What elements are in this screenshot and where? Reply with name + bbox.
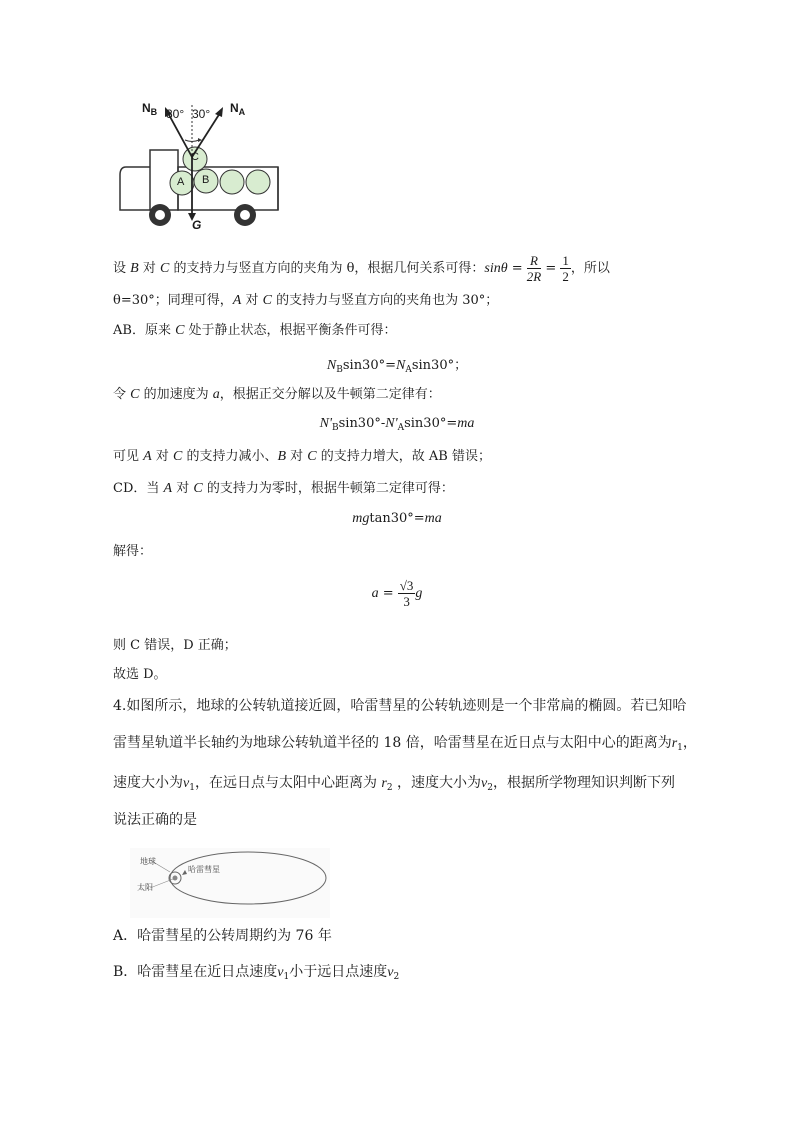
option-a: A．哈雷彗星的公转周期约为 76 年 <box>113 928 332 944</box>
comet-label: 哈雷彗星 <box>188 865 220 874</box>
angle-left-label: 30° <box>166 107 185 121</box>
angle-right-label: 30° <box>192 107 211 121</box>
text-line-1: 设 B 对 C 的支持力与竖直方向的夹角为 θ，根据几何关系可得：sinθ = $\frac{R}{2R}$ = $\frac{1}{2}$ ，所以 <box>113 253 610 284</box>
text-line-9: 故选 D。 <box>113 667 167 682</box>
ball-c-label: C <box>191 151 199 163</box>
orbit-diagram <box>130 848 330 918</box>
text-line-6: CD．当 A 对 C 的支持力为零时，根据牛顿第二定律可得： <box>113 481 454 496</box>
question-4-line-1: 4.如图所示，地球的公转轨道接近圆，哈雷彗星的公转轨迹则是一个非常扁的椭圆。若已知哈 <box>113 698 687 714</box>
sun-label: 太阳 <box>137 883 153 892</box>
ball-b-label: B <box>202 174 210 186</box>
earth-label: 地球 <box>140 857 156 866</box>
text-line-8: 则 C 错误，D 正确； <box>113 638 237 653</box>
equation-2: $N'_B\sin 30^\circ-N'_A\sin 30^\circ=ma$ <box>319 416 475 433</box>
label-na: $N_A$ <box>230 101 246 117</box>
text-line-7: 解得： <box>113 544 153 559</box>
fraction-1-2: $\frac{1}{2}$ <box>562 253 569 284</box>
text-line-4: 令 C 的加速度为 a，根据正交分解以及牛顿第二定律有： <box>113 387 441 402</box>
fraction-r-2r: $\frac{R}{2R}$ <box>526 253 542 284</box>
text-line-5: 可见 A 对 C 的支持力减小、B 对 C 的支持力增大，故 AB 错误； <box>113 449 491 464</box>
label-nb: $N_B$ <box>142 101 158 117</box>
text-line-2: θ=30°；同理可得，A 对 C 的支持力与竖直方向的夹角也为 30°； <box>113 293 499 308</box>
equation-1: $N_B\sin 30^\circ=N_A\sin 30^\circ$； <box>326 358 468 375</box>
fraction-sqrt3-3: $\frac{√3}{3}$ <box>399 578 414 609</box>
option-b: B．哈雷彗星在近日点速度$v_1$小于远日点速度$v_2$ <box>113 964 400 982</box>
question-4-line-2: 雷彗星轨道半长轴约为地球公转轨道半径的 18 倍，哈雷彗星在近日点与太阳中心的距离为$r_1$， <box>113 735 697 753</box>
equation-3: mgtan30°=ma <box>352 511 442 526</box>
equation-4: a = $\frac{√3}{3}$ g <box>371 578 423 609</box>
question-4-line-3: 速度大小为$v_1$，在远日点与太阳中心距离为 $r_2$ ，速度大小为$v_2$，根据所学物理知识判断下列 <box>113 775 675 793</box>
gravity-label: G <box>192 218 202 232</box>
ball-a-label: A <box>177 176 185 188</box>
question-4-line-4: 说法正确的是 <box>113 812 197 828</box>
text-line-3: AB．原来 C 处于静止状态，根据平衡条件可得： <box>113 323 397 338</box>
